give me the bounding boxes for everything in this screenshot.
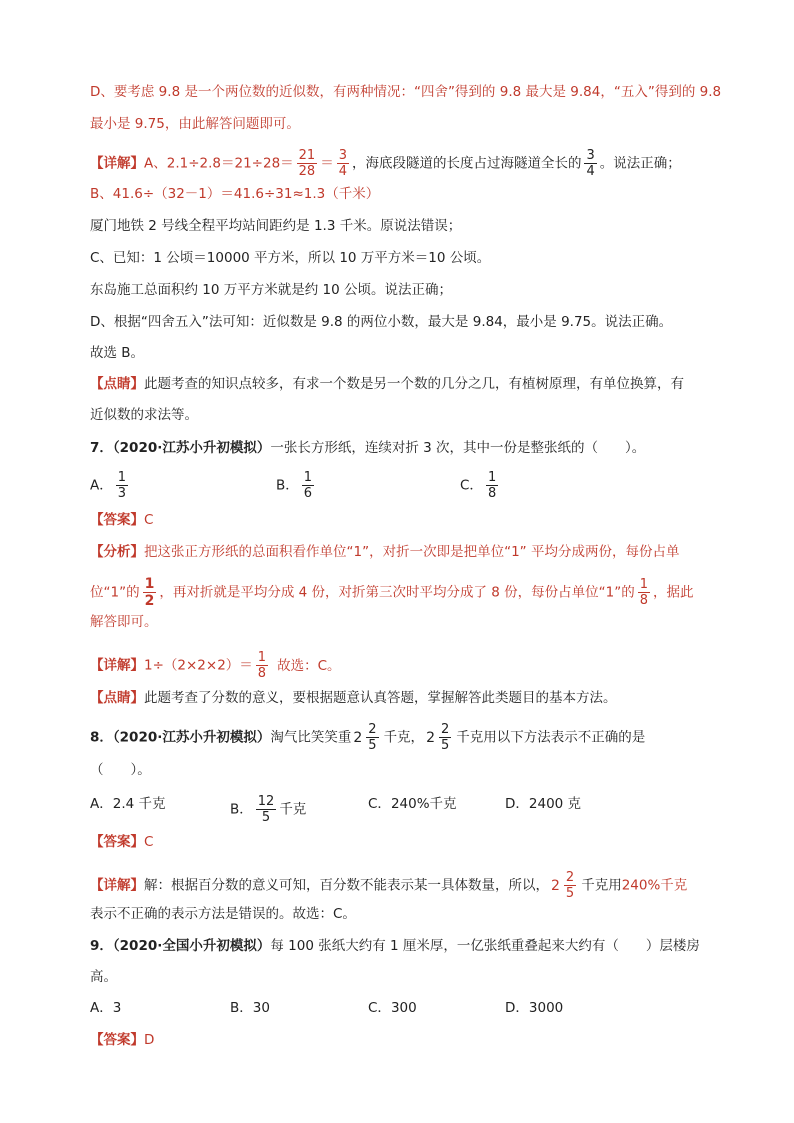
fraction: $\frac{1}{2}$ <box>144 576 155 609</box>
q6-comment-line1 <box>90 374 684 394</box>
q8-option-c: C．240%千克 <box>368 796 457 812</box>
q9-option-d: D．3000 <box>505 1000 564 1016</box>
answer-value: C <box>144 512 154 528</box>
fraction: $\frac{3}{4}$ <box>586 148 595 179</box>
q8-detail-line1: 【详解】解：根据百分数的意义可知，百分数不能表示某一具体数量，所以， 2 $\frac{2}{5}$ 千克用240%千克 <box>90 870 688 901</box>
q6-detail-b2: 厦门地铁 2 号线全程平均站间距约是 1.3 千米。原说法错误； <box>90 218 462 234</box>
mixed-number: 2 $\frac{2}{5}$ <box>426 722 450 753</box>
detail-tag: 【详解】 <box>90 657 144 674</box>
q7-option-b: B． $\frac{1}{6}$ <box>276 470 313 501</box>
analysis-d-line1: D、要考虑 9.8 是一个两位数的近似数，有两种情况：“四舍”得到的 9.8 最大是 9.84，“五入”得到的 9.8 <box>90 84 722 100</box>
question-number: 9． <box>90 938 113 954</box>
fraction: $\frac{1}{6}$ <box>303 470 313 501</box>
q9-answer <box>90 1030 154 1050</box>
detail-tag: 【详解】 <box>90 155 144 172</box>
mixed-number: 2 $\frac{2}{5}$ <box>551 870 575 901</box>
q6-conclusion: 故选 B。 <box>90 345 145 361</box>
analysis-tag: 【分析】 <box>90 544 144 560</box>
fraction: $\frac{1}{8}$ <box>487 470 497 501</box>
q9-option-b: B．30 <box>230 1000 270 1016</box>
answer-tag: 【答案】 <box>90 512 144 528</box>
question-source: （2020·全国小升初模拟） <box>112 938 271 954</box>
detail-tag: 【详解】 <box>90 877 144 894</box>
q9-stem-line2: 高。 <box>90 969 117 985</box>
answer-value: D <box>144 1032 155 1048</box>
q6-detail-c2: 东岛施工总面积约 10 万平方米就是约 10 公顷。说法正确； <box>90 282 453 298</box>
q7-option-c: C． $\frac{1}{8}$ <box>460 470 497 501</box>
answer-tag: 【答案】 <box>90 834 144 850</box>
comment-text: 此题考查了分数的意义，要根据题意认真答题，掌握解答此类题目的基本方法。 <box>144 690 617 706</box>
question-number: 8． <box>90 729 113 746</box>
detail-a-text: A、2.1÷2.8＝21÷28＝ <box>144 155 294 172</box>
fraction: $\frac{21}{28}$ <box>298 148 316 179</box>
comment-text: 此题考查的知识点较多，有求一个数是另一个数的几分之几，有植树原理，有单位换算，有 <box>144 376 684 392</box>
fraction: $\frac{1}{8}$ <box>257 650 267 681</box>
q6-detail-b: B、41.6÷（32－1）＝41.6÷31≈1.3（千米） <box>90 186 380 202</box>
answer-value: C <box>144 834 154 850</box>
q7-option-a: A． $\frac{1}{3}$ <box>90 470 127 501</box>
q6-detail-d: D、根据“四舍五入”法可知：近似数是 9.8 的两位小数，最大是 9.84，最小是 9.75。说法正确。 <box>90 314 673 330</box>
fraction: $\frac{1}{8}$ <box>639 577 649 608</box>
q8-option-d: D．2400 克 <box>505 796 582 812</box>
detail-a-mid: ，海底段隧道的长度占过海隧道全长的 <box>351 155 582 172</box>
q8-stem: 8．（2020·江苏小升初模拟）淘气比笑笑重 2 $\frac{2}{5}$ 千克， 2 $\frac{2}{5}$ 千克用以下方法表示不正确的是 <box>90 722 646 753</box>
analysis-d-line2: 最小是 9.75，由此解答问题即可。 <box>90 116 300 132</box>
q7-analysis-line3: 解答即可。 <box>90 614 158 630</box>
mixed-number: 2 $\frac{2}{5}$ <box>353 722 377 753</box>
comment-tag: 【点睛】 <box>90 690 144 706</box>
fraction: $\frac{12}{5}$ <box>257 794 275 825</box>
q8-option-b: B． $\frac{12}{5}$ 千克 <box>230 794 307 825</box>
analysis-text: 把这张正方形纸的总面积看作单位“1”，对折一次即是把单位“1” 平均分成两份，每份占单 <box>144 544 680 560</box>
q6-detail-a <box>90 148 681 179</box>
question-stem: 一张长方形纸，连续对折 3 次，其中一份是整张纸的（ ）。 <box>270 440 646 456</box>
comment-tag: 【点睛】 <box>90 376 144 392</box>
q9-option-c: C．300 <box>368 1000 417 1016</box>
q7-analysis-line2: 位“1”的 $\frac{1}{2}$ ，再对折就是平均分成 4 份，对折第三次时平均分成了 8 份，每份占单位“1”的 $\frac{1}{8}$ ，据此 <box>90 576 694 609</box>
q8-detail-line2: 表示不正确的表示方法是错误的。故选：C。 <box>90 906 356 922</box>
q9-option-a: A．3 <box>90 1000 122 1016</box>
q7-comment <box>90 688 617 708</box>
question-number: 7． <box>90 440 113 456</box>
fraction: $\frac{3}{4}$ <box>338 148 347 179</box>
q9-stem: 9．（2020·全国小升初模拟）每 100 张纸大约有 1 厘米厚，一亿张纸重叠起来大约有（ ）层楼房 <box>90 938 700 954</box>
fraction: $\frac{1}{3}$ <box>117 470 127 501</box>
q6-comment-line2: 近似数的求法等。 <box>90 407 198 423</box>
q7-detail: 【详解】1÷（2×2×2）＝ $\frac{1}{8}$ 故选：C。 <box>90 650 341 681</box>
q8-answer <box>90 832 153 852</box>
q8-stem-line2: （ ）。 <box>90 762 151 778</box>
question-source: （2020·江苏小升初模拟） <box>112 729 271 746</box>
q7-analysis-line1 <box>90 542 679 562</box>
q6-detail-c: C、已知：1 公顷＝10000 平方米，所以 10 万平方米＝10 公顷。 <box>90 250 491 266</box>
equals-sign: ＝ <box>320 155 334 172</box>
q7-answer <box>90 510 153 530</box>
q8-option-a: A．2.4 千克 <box>90 796 166 812</box>
answer-tag: 【答案】 <box>90 1032 144 1048</box>
detail-a-post: 。说法正确； <box>599 155 681 172</box>
question-source: （2020·江苏小升初模拟） <box>112 440 271 456</box>
q7-stem <box>90 438 645 458</box>
